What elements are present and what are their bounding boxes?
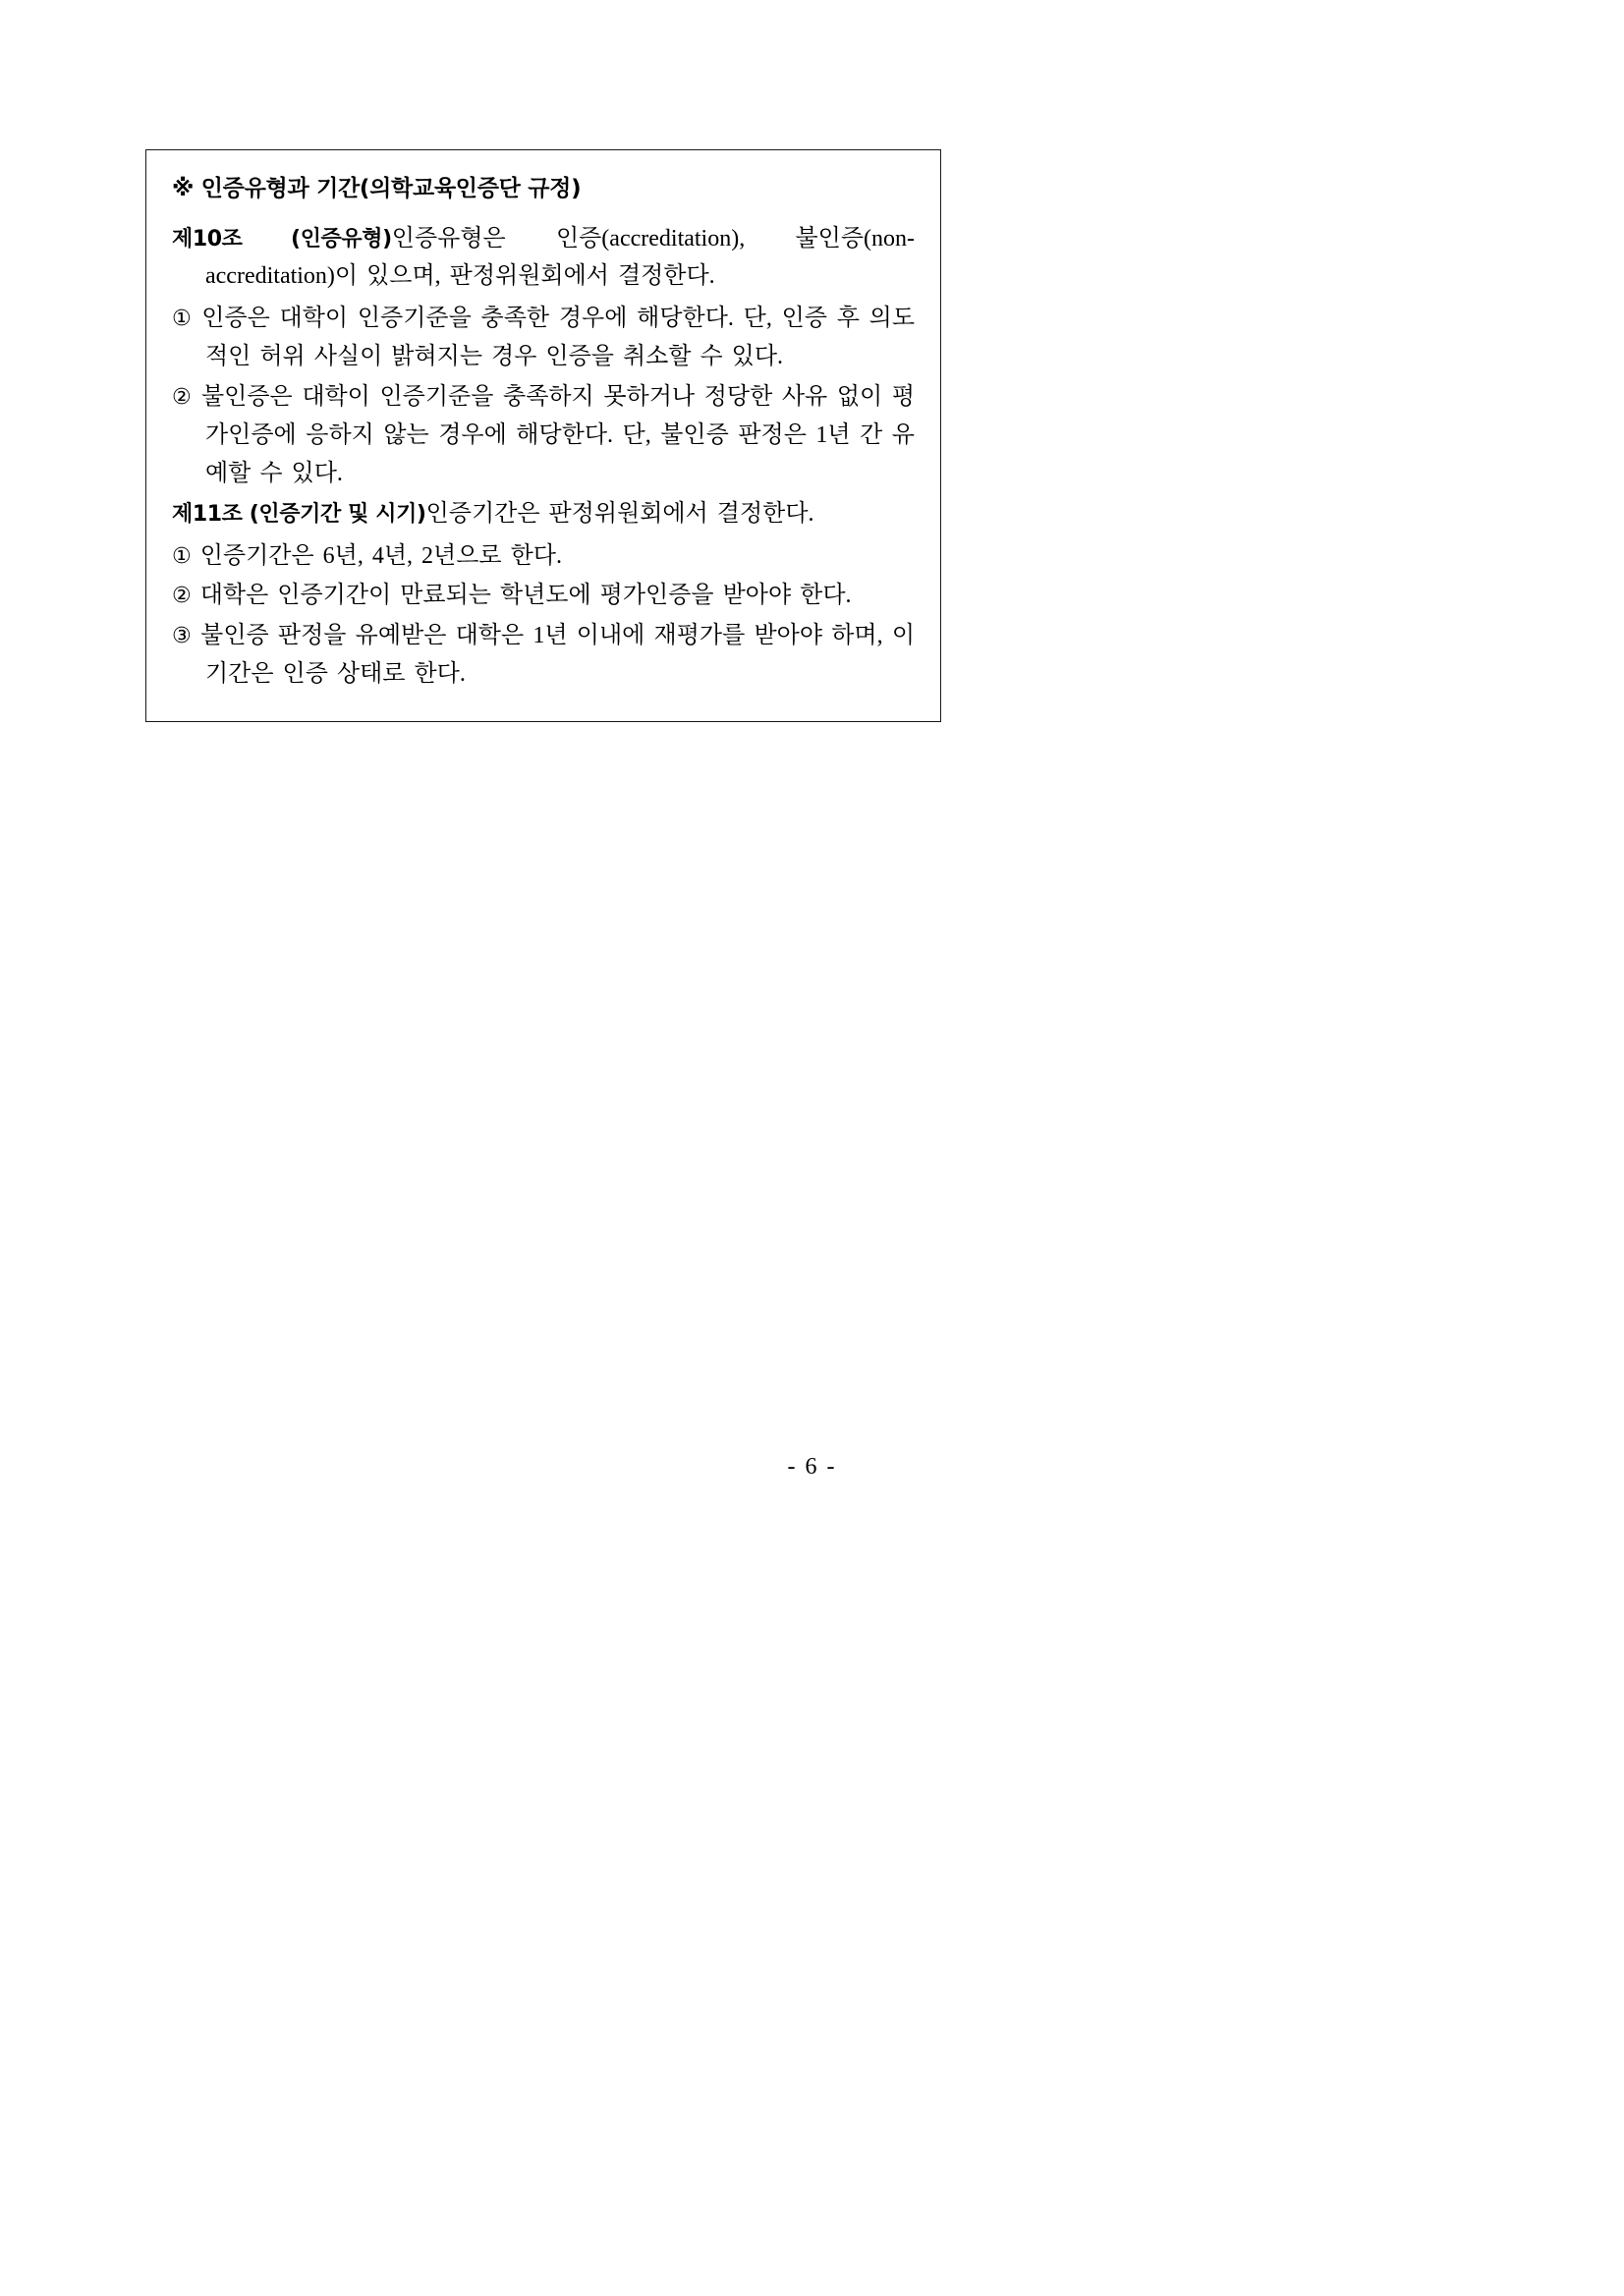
article-10-body: 인증유형은 인증(accreditation), 불인증(non-accreditation)이 있으며, 판정위원회에서 결정한다. xyxy=(205,225,916,290)
article-11-label: 제11조 (인증기간 및 시기) xyxy=(172,501,426,527)
article-11-item-1 xyxy=(172,537,915,576)
list-marker: ① xyxy=(172,543,192,569)
list-marker: ② xyxy=(172,584,192,609)
article-11-body: 인증기간은 판정위원회에서 결정한다. xyxy=(425,500,814,527)
list-item-text: 불인증 판정을 유예받은 대학은 1년 이내에 재평가를 받아야 하며, 이 기간은 인증 상태로 한다. xyxy=(200,623,916,688)
article-10-item-2 xyxy=(172,378,915,493)
regulation-box xyxy=(145,149,941,722)
box-heading: ※ 인증유형과 기간(의학교육인증단 규정) xyxy=(172,176,582,201)
page-number: - 6 - xyxy=(787,1454,837,1480)
article-11-item-2 xyxy=(172,577,915,615)
article-11-item-3 xyxy=(172,617,915,694)
article-10-item-1 xyxy=(172,300,915,376)
list-item-text: 대학은 인증기간이 만료되는 학년도에 평가인증을 받아야 한다. xyxy=(199,583,852,609)
article-11 xyxy=(172,495,915,533)
article-10-label: 제10조 (인증유형) xyxy=(172,226,392,252)
list-marker: ① xyxy=(172,307,193,332)
list-marker: ③ xyxy=(172,624,192,649)
list-item-text: 불인증은 대학이 인증기준을 충족하지 못하거나 정당한 사유 없이 평가인증에 응하지 않는 경우에 해당한다. 단, 불인증 판정은 1년 간 유예할 수 있다. xyxy=(200,384,916,486)
list-item-text: 인증은 대학이 인증기준을 충족한 경우에 해당한다. 단, 인증 후 의도적인 허위 사실이 밝혀지는 경우 인증을 취소할 수 있다. xyxy=(201,306,916,370)
list-marker: ② xyxy=(172,385,193,410)
list-item-text: 인증기간은 6년, 4년, 2년으로 한다. xyxy=(199,542,562,569)
article-10 xyxy=(172,220,915,297)
